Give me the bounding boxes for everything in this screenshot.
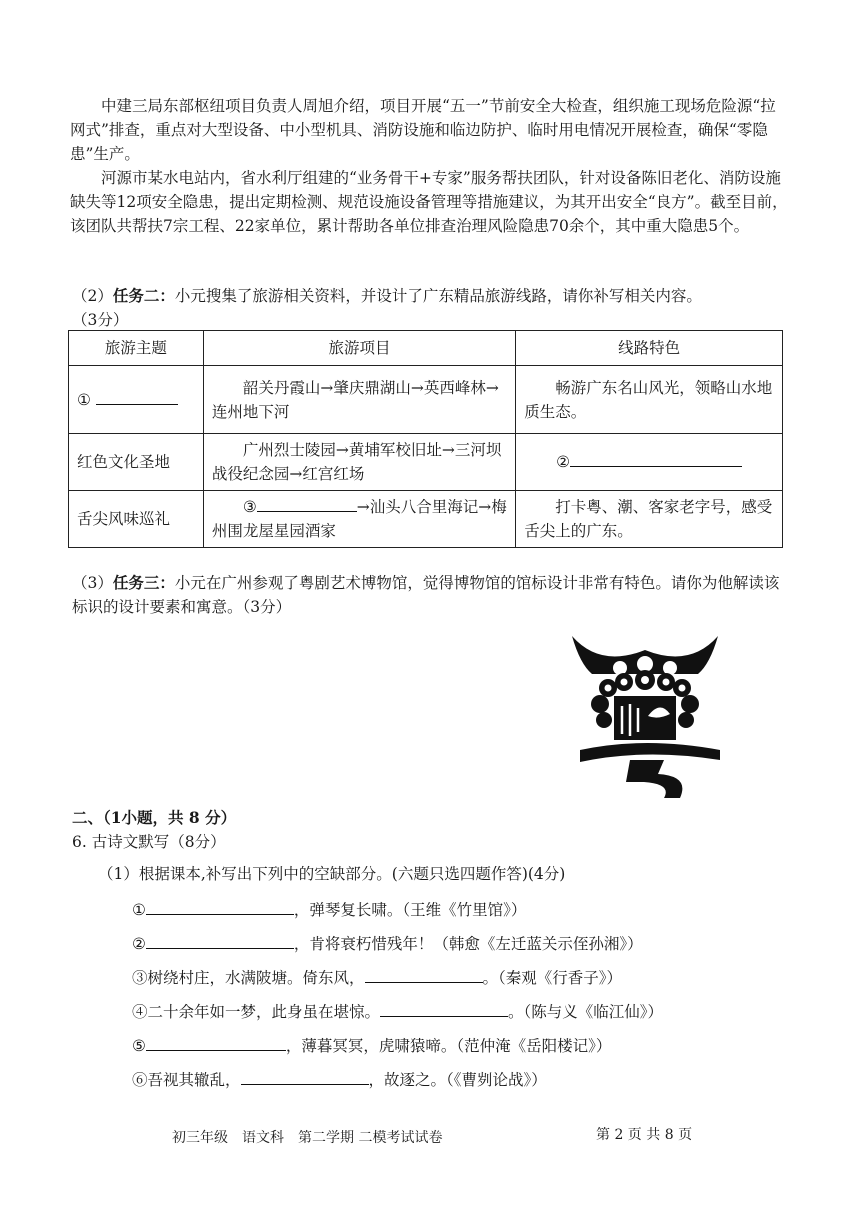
task2-question	[72, 284, 792, 332]
project-cell-2: 广州烈士陵园→黄埔军校旧址→三河坝战役纪念园→红宫红场	[203, 434, 515, 491]
table-row	[69, 434, 783, 491]
poem-blank-5[interactable]	[146, 1034, 286, 1051]
logo-glyph	[560, 628, 561, 629]
line-before: 树绕村庄，水满陂塘。倚东风，	[147, 969, 365, 987]
theme-cell-2: 红色文化圣地	[69, 434, 204, 491]
theme-cell-3: 舌尖风味巡礼	[69, 491, 204, 548]
task2-title: 任务二：	[112, 286, 175, 305]
line-number: ⑥	[132, 1071, 148, 1089]
poem-blank-2[interactable]	[146, 932, 294, 949]
table-row	[69, 491, 783, 548]
poem-blank-4[interactable]	[380, 1000, 508, 1017]
task3-prefix: （3）	[72, 574, 113, 592]
intro-paragraph-1: 中建三局东部枢纽项目负责人周旭介绍，项目开展“五一”节前安全大检查，组织施工现场危险源“拉网式”排查，重点对大型设备、中小型机具、消防设施和临边防护、临时用电情况开展检查，确保“零隐患”生产。	[70, 97, 776, 163]
blank-mark-3: ③	[242, 498, 257, 516]
task3-question	[72, 571, 792, 619]
line-number: ③	[132, 969, 148, 987]
poem-blank-3[interactable]	[365, 966, 483, 983]
feature-cell-2	[516, 434, 783, 491]
answer-blank-3[interactable]	[257, 495, 357, 512]
project-rest-3: →汕头八合里海记→梅州围龙屋星园酒家	[211, 498, 507, 540]
cantonese-opera-museum-logo	[560, 628, 730, 800]
intro-paragraph-2: 河源市某水电站内，省水利厅组建的“业务骨干+专家”服务帮扶团队，针对设备陈旧老化、消防设施缺失等12项安全隐患，提出定期检测、规范设施设备管理等措施建议，为其开出安全“良方”。截至目前，该团队共帮扶7宗工程、22家单位，累计帮助各单位排查治理风险隐患70余个，其中重大隐患5个。	[70, 169, 788, 235]
line-after: 。（秦观《行香子》）	[482, 969, 623, 987]
blank-mark-1: ①	[77, 390, 91, 409]
table-row	[69, 366, 783, 434]
line-number: ④	[132, 1003, 148, 1021]
line-number: ②	[132, 935, 146, 953]
sub-question-1: （1）根据课本,补写出下列中的空缺部分。(六题只选四题作答)(4分)	[98, 865, 566, 883]
project-cell-1: 韶关丹霞山→肇庆鼎湖山→英西峰林→连州地下河	[203, 366, 515, 434]
section2-heading: 二、（1小题，共 8 分）	[72, 808, 237, 827]
theme-cell-1	[69, 366, 204, 434]
answer-blank-1[interactable]	[96, 388, 178, 405]
poem-blank-1[interactable]	[146, 898, 294, 915]
line-after: ，薄暮冥冥，虎啸猿啼。（范仲淹《岳阳楼记》）	[285, 1037, 612, 1055]
poem-line-2	[132, 932, 643, 956]
poem-blank-6[interactable]	[241, 1068, 369, 1085]
line-after: 。（陈与义《临江仙》）	[508, 1003, 664, 1021]
project-cell-3	[203, 491, 515, 548]
poem-line-6	[132, 1068, 547, 1092]
feature-cell-1: 畅游广东名山风光，领略山水地质生态。	[516, 366, 783, 434]
task2-text: 小元搜集了旅游相关资料，并设计了广东精品旅游线路，请你补写相关内容。	[174, 287, 702, 305]
question-6-title: 6. 古诗文默写（8分）	[72, 833, 226, 851]
line-after: ，肯将衰朽惜残年！（韩愈《左迁蓝关示侄孙湘》）	[293, 935, 643, 953]
table-header-row	[69, 331, 783, 366]
poem-line-1	[132, 898, 526, 922]
feature-cell-3: 打卡粤、潮、客家老字号，感受舌尖上的广东。	[516, 491, 783, 548]
line-number: ①	[132, 901, 146, 919]
yue-logo-graphic	[560, 628, 730, 800]
line-before: 吾视其辙乱，	[147, 1071, 241, 1089]
line-after: ，故逐之。（《曹刿论战》）	[368, 1071, 547, 1089]
poem-line-5	[132, 1034, 611, 1058]
task3-text: 小元在广州参观了粤剧艺术博物馆，觉得博物馆的馆标设计非常有特色。请你为他解读该标识的设计要素和寓意。（3分）	[72, 574, 780, 616]
tour-route-table	[68, 330, 783, 548]
header-feature: 线路特色	[516, 331, 783, 366]
answer-blank-2[interactable]	[570, 450, 742, 467]
line-after: ，弹琴复长啸。（王维《竹里馆》）	[293, 901, 527, 919]
header-project: 旅游项目	[203, 331, 515, 366]
line-number: ⑤	[132, 1037, 146, 1055]
footer-page-number: 第 2 页 共 8 页	[596, 1127, 693, 1143]
task2-prefix: （2）	[72, 287, 113, 305]
task3-title: 任务三：	[112, 573, 175, 592]
task2-score: （3分）	[72, 311, 129, 329]
intro-text	[70, 94, 790, 238]
header-theme: 旅游主题	[69, 331, 204, 366]
poem-line-3	[132, 966, 622, 990]
footer-exam-info: 初三年级 语文科 第二学期 二模考试试卷	[172, 1130, 443, 1146]
line-before: 二十余年如一梦，此身虽在堪惊。	[147, 1003, 381, 1021]
poem-line-4	[132, 1000, 663, 1024]
blank-mark-2: ②	[556, 453, 571, 471]
